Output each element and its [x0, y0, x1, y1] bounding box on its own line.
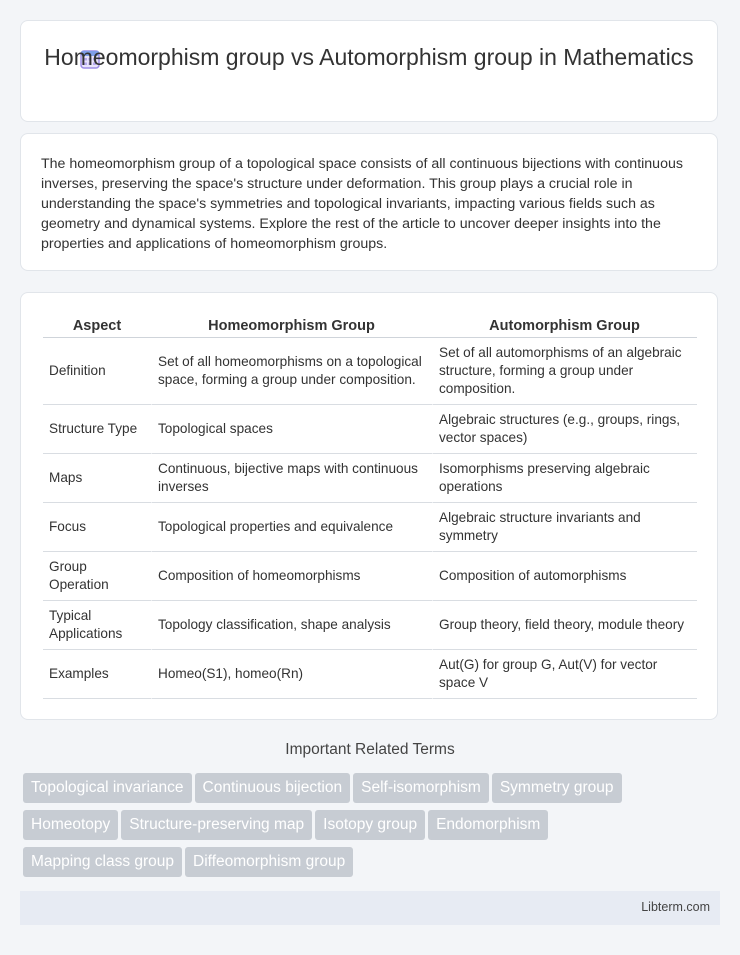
tag-topological-invariance[interactable]: Topological invariance [23, 773, 192, 803]
footer [20, 891, 720, 925]
tag-structure-preserving-map[interactable]: Structure-preserving map [121, 810, 312, 840]
related-terms-list [23, 773, 723, 884]
auto-cell: Algebraic structures (e.g., groups, rings, vector spaces) [432, 405, 697, 454]
tag-symmetry-group[interactable]: Symmetry group [492, 773, 622, 803]
auto-cell: Aut(G) for group G, Aut(V) for vector space V [432, 650, 697, 699]
homeo-cell: Topology classification, shape analysis [151, 601, 432, 650]
tag-continuous-bijection[interactable]: Continuous bijection [195, 773, 351, 803]
intro-card [20, 133, 718, 271]
header-aspect: Aspect [43, 315, 151, 338]
aspect-cell: Typical Applications [43, 601, 151, 650]
comparison-table [43, 315, 697, 699]
homeo-cell: Topological spaces [151, 405, 432, 454]
tag-homeotopy[interactable]: Homeotopy [23, 810, 118, 840]
comparison-card [20, 292, 718, 720]
auto-cell: Composition of automorphisms [432, 552, 697, 601]
auto-cell: Group theory, field theory, module theory [432, 601, 697, 650]
header-automorphism: Automorphism Group [432, 315, 697, 338]
table-row [43, 552, 697, 601]
table-row [43, 405, 697, 454]
aspect-cell: Examples [43, 650, 151, 699]
intro-paragraph: The homeomorphism group of a topological space consists of all continuous bijections with continuous inverses, preserving the space's structure under deformation. This group plays a crucial role in understanding the space's symmetries and topological invariants, impacting various fields such as geometry and dynamical systems. Explore the rest of the article to uncover deeper insights into the properties and applications of homeomorphism groups. [41, 156, 683, 252]
table-row [43, 338, 697, 405]
homeo-cell: Topological properties and equivalence [151, 503, 432, 552]
aspect-cell: Focus [43, 503, 151, 552]
title-card [20, 20, 718, 122]
table-row [43, 601, 697, 650]
auto-cell: Isomorphisms preserving algebraic operations [432, 454, 697, 503]
table-header-row [43, 315, 697, 338]
aspect-cell: Definition [43, 338, 151, 405]
footer-site-link[interactable]: Libterm.com [641, 900, 710, 914]
homeo-cell: Homeo(S1), homeo(Rn) [151, 650, 432, 699]
aspect-cell: Structure Type [43, 405, 151, 454]
header-homeomorphism: Homeomorphism Group [151, 315, 432, 338]
homeo-cell: Composition of homeomorphisms [151, 552, 432, 601]
homeo-cell: Continuous, bijective maps with continuous inverses [151, 454, 432, 503]
page-title: Homeomorphism group vs Automorphism group in Mathematics [44, 44, 694, 70]
tag-endomorphism[interactable]: Endomorphism [428, 810, 548, 840]
related-terms-title: Important Related Terms [285, 741, 455, 758]
auto-cell: Set of all automorphisms of an algebraic structure, forming a group under composition. [432, 338, 697, 405]
homeo-cell: Set of all homeomorphisms on a topological space, forming a group under composition. [151, 338, 432, 405]
table-row [43, 454, 697, 503]
table-row [43, 650, 697, 699]
aspect-cell: Maps [43, 454, 151, 503]
aspect-cell: Group Operation [43, 552, 151, 601]
tag-isotopy-group[interactable]: Isotopy group [315, 810, 425, 840]
tag-diffeomorphism-group[interactable]: Diffeomorphism group [185, 847, 353, 877]
tag-mapping-class-group[interactable]: Mapping class group [23, 847, 182, 877]
table-row [43, 503, 697, 552]
tag-self-isomorphism[interactable]: Self-isomorphism [353, 773, 489, 803]
auto-cell: Algebraic structure invariants and symmetry [432, 503, 697, 552]
